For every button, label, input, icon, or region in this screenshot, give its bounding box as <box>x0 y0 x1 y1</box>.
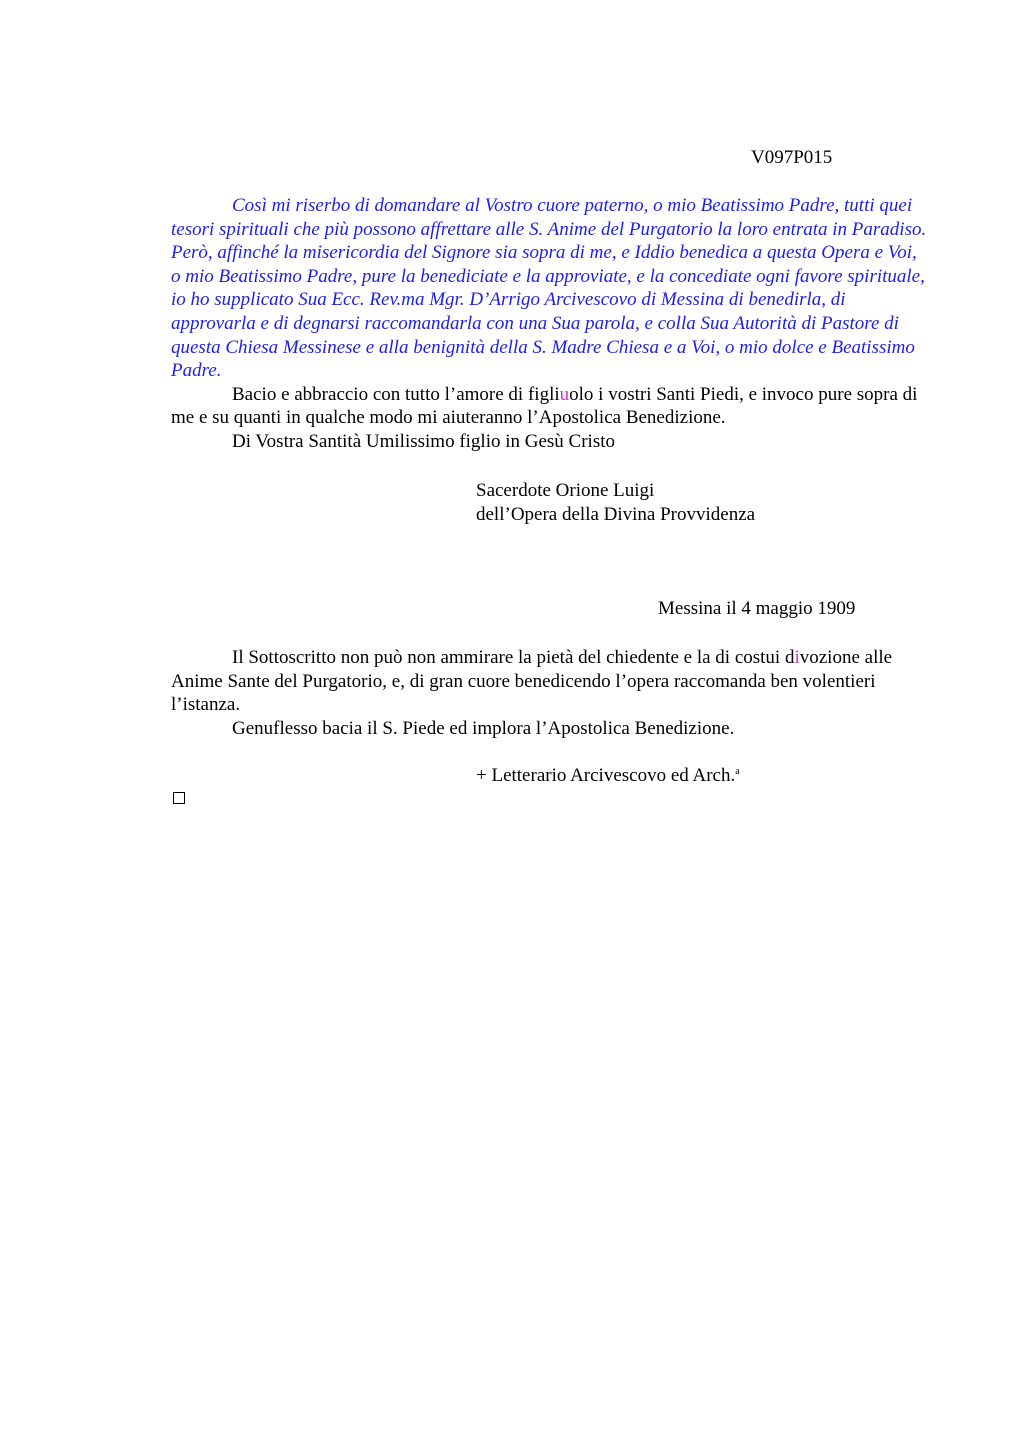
letter-paragraph-blessing <box>171 383 931 430</box>
endorsement-signature <box>476 764 740 788</box>
signature-name: Sacerdote Orione Luigi <box>476 480 655 501</box>
highlighted-letter: u <box>559 383 570 405</box>
endorsement-paragraph-blessing: Genuflesso bacia il S. Piede ed implora l’Apostolica Benedizione. <box>232 717 735 739</box>
letter-paragraph-italic: Così mi riserbo di domandare al Vostro cuore paterno, o mio Beatissimo Padre, tutti quei tesori spirituali che più possono affrettare alle S. Anime del Purgatorio la loro entrata in Paradiso. Però, affinché la misericordia del Signore sia sopra di me, e Iddio benedica a questa Opera e Voi, o mio Beatissimo Padre, pure la benediciate e la approviate, e la concediate ogni favore spirituale, io ho supplicato Sua Ecc. Rev.ma Mgr. D’Arrigo Arcivescovo di Messina di benedirla, di approvarla e di degnarsi raccomandarla con una Sua parola, e colla Sua Autorità di Pastore di questa Chiesa Messinese e alla benignità della S. Madre Chiesa e a Voi, o mio dolce e Beatissimo Padre. <box>171 195 927 382</box>
letter-body <box>171 194 931 454</box>
letter-paragraph-blessing-start: Bacio e abbraccio con tutto l’amore di figli <box>232 383 560 405</box>
endorsement-paragraph-end: vozione alle Anime Sante del Purgatorio, e, di gran cuore benedicendo l’opera raccomanda ben volentieri l’istanza. <box>171 647 893 716</box>
letter-paragraph-closing: Di Vostra Santità Umilissimo figlio in Gesù Cristo <box>232 430 616 452</box>
date-line: Messina il 4 maggio 1909 <box>658 598 856 619</box>
document-id: V097P015 <box>751 147 833 168</box>
endorsement-body <box>171 646 931 740</box>
signature-affiliation: dell’Opera della Divina Provvidenza <box>476 503 756 525</box>
endorsement-paragraph-start: Il Sottoscritto non può non ammirare la pietà del chiedente e la di costui d <box>232 647 795 668</box>
end-of-document-box <box>173 792 185 804</box>
highlighted-letter: i <box>794 647 800 668</box>
letter-paragraph-blessing-end: olo i vostri Santi Piedi, e invoco pure sopra di me e su quanti in qualche modo mi aiuteranno l’Apostolica Benedizione. <box>171 383 918 429</box>
letter-signature <box>476 479 755 526</box>
endorsement-paragraph <box>171 646 931 717</box>
endorsement-signature-text: + Letterario Arcivescovo ed Arch. <box>476 765 736 786</box>
endorsement-signature-superscript: a <box>735 766 740 777</box>
